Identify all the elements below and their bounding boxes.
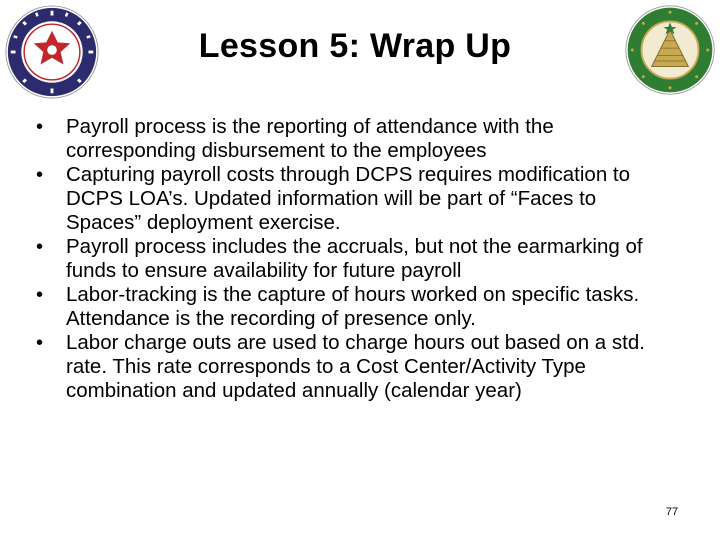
bullet-marker: • bbox=[36, 164, 44, 186]
bullet-item bbox=[36, 163, 656, 235]
army-financial-management-seal-icon bbox=[624, 4, 716, 96]
bullet-item bbox=[36, 283, 656, 331]
slide-title: Lesson 5: Wrap Up bbox=[198, 27, 512, 65]
bullet-marker: • bbox=[36, 332, 44, 354]
bullet-text: Labor charge outs are used to charge hours out based on a std. rate. This rate corresponds to a Cost Center/Activity Type combination and updated annually (calendar year) bbox=[66, 331, 645, 402]
bullet-item bbox=[36, 331, 656, 403]
bullet-text: Labor-tracking is the capture of hours worked on specific tasks. Attendance is the recording of presence only. bbox=[66, 283, 640, 330]
bullet-list bbox=[36, 115, 656, 403]
bullet-marker: • bbox=[36, 236, 44, 258]
page-number: 77 bbox=[665, 506, 679, 518]
bullet-text: Capturing payroll costs through DCPS requires modification to DCPS LOA’s. Updated information will be part of “Faces to Spaces” deployment exercise. bbox=[66, 163, 631, 234]
bullet-item bbox=[36, 115, 656, 163]
bullet-item bbox=[36, 235, 656, 283]
bullet-marker: • bbox=[36, 284, 44, 306]
bullet-text: Payroll process is the reporting of attendance with the corresponding disbursement to the employees bbox=[66, 115, 554, 162]
bullet-marker: • bbox=[36, 116, 44, 138]
bullet-text: Payroll process includes the accruals, but not the earmarking of funds to ensure availability for future payroll bbox=[66, 235, 643, 282]
